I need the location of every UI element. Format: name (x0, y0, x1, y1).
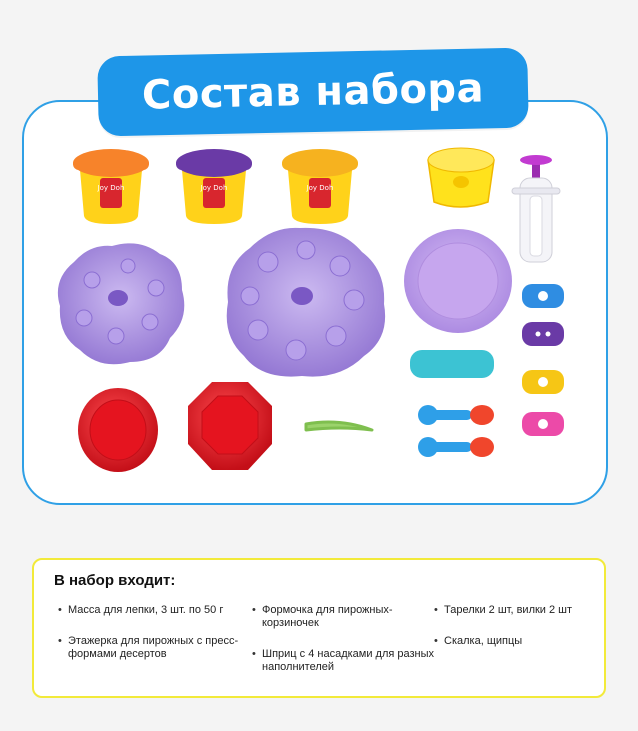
brand-logo-icon (100, 178, 122, 208)
cupcake-mold (428, 148, 494, 207)
brand-logo-icon (309, 178, 331, 208)
playdoh-jar-orange (73, 149, 149, 224)
fork-2 (418, 437, 494, 457)
contents-column-3 (434, 604, 604, 666)
contents-item: • Тарелки 2 шт, вилки 2 шт (434, 604, 604, 617)
playdoh-jar-yellow (282, 149, 358, 224)
rolling-pin (410, 350, 494, 378)
jar-brand: Joy Doh (200, 184, 228, 192)
contents-info-box (32, 558, 606, 698)
contents-item: • Масса для лепки, 3 шт. по 50 г (58, 604, 248, 617)
jar-brand: Joy Doh (306, 184, 334, 192)
nozzle-purple (522, 322, 564, 346)
contents-column-2 (252, 604, 442, 692)
lilac-plate (404, 229, 512, 333)
banner-title: Состав набора (141, 65, 485, 119)
contents-heading: В набор входит: (54, 572, 176, 589)
red-plate-octagon (188, 382, 272, 470)
brand-logo-icon (203, 178, 225, 208)
contents-item: • Этажерка для пирожных с пресс-формами десертов (58, 635, 248, 661)
dessert-tray-large (227, 228, 385, 377)
jar-brand: Joy Doh (97, 184, 125, 192)
dessert-tray-small (58, 243, 184, 364)
playdoh-jar-purple (176, 149, 252, 224)
red-plate-round (78, 388, 158, 472)
syringe (512, 155, 560, 262)
contents-item: • Скалка, щипцы (434, 635, 604, 648)
contents-column-1 (58, 604, 248, 679)
contents-item: • Формочка для пирожных-корзиночек (252, 604, 442, 630)
fork-1 (418, 405, 494, 425)
tongs (306, 422, 372, 430)
nozzle-yellow (522, 370, 564, 394)
nozzle-blue (522, 284, 564, 308)
contents-item: • Шприц с 4 насадками для разных наполнителей (252, 648, 442, 674)
nozzle-pink (522, 412, 564, 436)
